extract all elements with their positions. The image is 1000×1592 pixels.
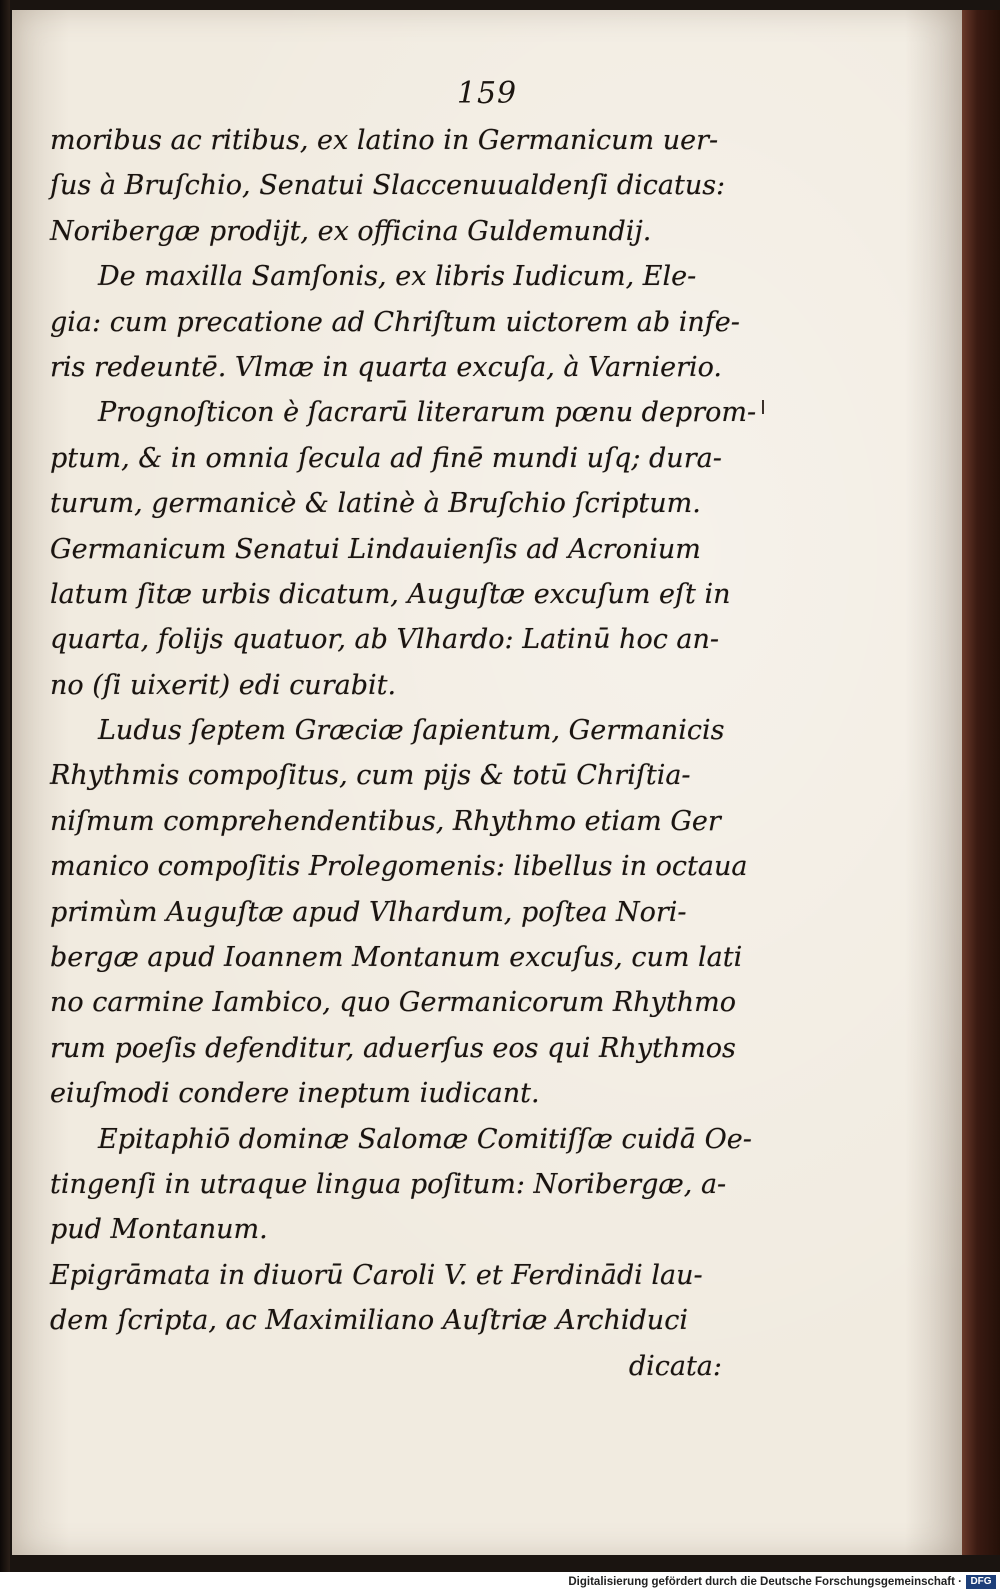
text-line: niſmum comprehendentibus, Rhythmo etiam Ger bbox=[50, 805, 721, 837]
text-line: ptum, & in omnia ſecula ad finē mundi uſq; dura- bbox=[50, 442, 722, 474]
text-line: quarta, folijs quatuor, ab Vlhardo: Latinū hoc an- bbox=[50, 624, 720, 656]
text-line: Ludus ſeptem Græciæ ſapientum, Germanicis bbox=[98, 715, 725, 747]
text-line: no (ſi uixerit) edi curabit. bbox=[50, 669, 397, 701]
page-text bbox=[50, 118, 757, 1389]
text-line: Rhythmis compoſitus, cum pijs & totū Chriſtia- bbox=[50, 760, 691, 792]
text-line: rum poeſis defenditur, aduerſus eos qui Rhythmos bbox=[50, 1032, 736, 1064]
text-line: latum ſitæ urbis dicatum, Auguſtæ excuſum eſt in bbox=[50, 578, 731, 610]
text-line: dicata: bbox=[628, 1350, 722, 1382]
text-line: pud Montanum. bbox=[50, 1214, 268, 1246]
text-line: primùm Auguſtæ apud Vlhardum, poſtea Nori- bbox=[50, 896, 687, 928]
text-line: bergæ apud Ioannem Montanum excuſus, cum lati bbox=[50, 942, 743, 974]
text-line: gia: cum precatione ad Chriſtum uictorem ab infe- bbox=[50, 306, 740, 338]
page-number: 159 bbox=[456, 76, 518, 111]
text-line: Epigrāmata in diuorū Caroli V. et Ferdinādi lau- bbox=[50, 1259, 703, 1291]
text-line: ſus à Bruſchio, Senatui Slaccenuualdenſi dicatus: bbox=[50, 170, 726, 202]
text-line: turum, germanicè & latinè à Bruſchio ſcriptum. bbox=[50, 488, 701, 520]
text-line: ris redeuntē. Vlmæ in quarta excuſa, à Varnierio. bbox=[50, 351, 722, 383]
dfg-logo-icon: DFG bbox=[966, 1575, 996, 1589]
ink-mark bbox=[762, 400, 764, 414]
text-line: dem ſcripta, ac Maximiliano Auſtriæ Archiduci bbox=[50, 1305, 688, 1337]
text-line: Epitaphiō dominæ Salomæ Comitiſſæ cuidā Oe- bbox=[98, 1123, 752, 1155]
text-line: no carmine Iambico, quo Germanicorum Rhythmo bbox=[50, 987, 736, 1019]
book-spine bbox=[0, 0, 10, 1572]
book-page bbox=[12, 10, 962, 1555]
text-line: Noribergæ prodijt, ex officina Guldemundij. bbox=[50, 215, 652, 247]
text-line: eiuſmodi condere ineptum iudicant. bbox=[50, 1078, 540, 1110]
footer-bar bbox=[0, 1572, 1000, 1592]
text-line: Germanicum Senatui Lindauienſis ad Acronium bbox=[50, 533, 701, 565]
text-line: tingenſi in utraque lingua poſitum: Noribergæ, a- bbox=[50, 1168, 727, 1200]
funding-credit: Digitalisierung gefördert durch die Deutsche Forschungsgemeinschaft · bbox=[568, 1576, 962, 1588]
text-line: moribus ac ritibus, ex latino in Germanicum uer- bbox=[50, 125, 719, 156]
page-edge bbox=[962, 10, 1000, 1555]
text-line: De maxilla Samſonis, ex libris Iudicum, Ele- bbox=[98, 261, 697, 293]
text-line: Prognoſticon è ſacrarū literarum pœnu deprom- bbox=[98, 397, 757, 429]
text-line: manico compoſitis Prolegomenis: libellus in octaua bbox=[50, 851, 748, 883]
